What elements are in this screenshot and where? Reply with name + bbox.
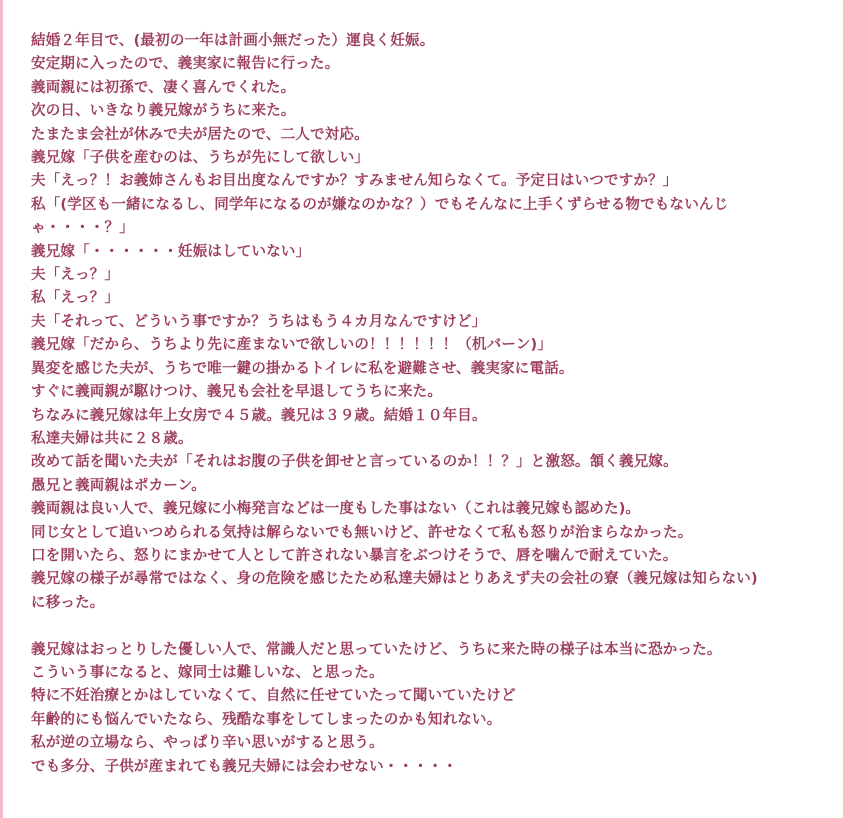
text-line: ちなみに義兄嫁は年上女房で４５歳。義兄は３９歳。結婚１０年目。: [31, 407, 487, 424]
text-line: 義兄嫁「・・・・・・妊娠はしていない」: [31, 243, 311, 260]
text-line: 次の日、いきなり義兄嫁がうちに来た。: [31, 103, 296, 120]
paragraph-1: [31, 30, 831, 615]
text-line: 結婚２年目で、(最初の一年は計画小無だった）運良く妊娠。: [31, 33, 435, 49]
text-line: すぐに義両親が駆けつけ、義兄も会社を早退してうちに来た。: [31, 384, 443, 401]
text-line: 私が逆の立場なら、やっぱり辛い思いがすると思う。: [31, 735, 384, 752]
left-border-accent: [0, 0, 3, 818]
text-line: 改めて話を聞いた夫が「それはお腹の子供を卸せと言っているのか！！？」と激怒。頷く義兄嫁。: [31, 454, 678, 471]
text-line: に移った。: [31, 594, 105, 611]
text-line: 義両親は良い人で、義兄嫁に小梅発言などは一度もした事はない（これは義兄嫁も認めた)。: [31, 501, 641, 518]
text-line: 義両親には初孫で、凄く喜んでくれた。: [31, 79, 296, 96]
text-line: 安定期に入ったので、義実家に報告に行った。: [31, 56, 340, 73]
text-line: 夫「えっ？」: [31, 267, 120, 284]
text-line: 私「(学区も一緒になるし、同学年になるのが嫌なのかな？）でもそんなに上手くずらせる物でもないんじ: [31, 196, 729, 213]
text-line: ゃ・・・・？」: [31, 220, 134, 237]
text-line: 夫「えっ？！お義姉さんもお目出度なんですか？すみません知らなくて。予定日はいつですか？」: [31, 173, 678, 190]
text-line: 義兄嫁はおっとりした優しい人で、常識人だと思っていたけど、うちに来た時の様子は本当に恐かった。: [31, 641, 722, 658]
paragraph-2: [31, 639, 831, 779]
text-line: 特に不妊治療とかはしていなくて、自然に任せていたって聞いていたけど: [31, 688, 516, 705]
text-line: 私達夫婦は共に２８歳。: [31, 430, 193, 447]
text-line: 義兄嫁の様子が尋常ではなく、身の危険を感じたため私達夫婦はとりあえず夫の会社の寮（義兄嫁は知らない): [31, 571, 758, 588]
post-body: [31, 30, 831, 779]
text-line: 異変を感じた夫が、うちで唯一鍵の掛かるトイレに私を避難させ、義実家に電話。: [31, 360, 574, 377]
text-line: 私「えっ？」: [31, 290, 120, 307]
text-line: 年齢的にも悩んでいたなら、残酷な事をしてしまったのかも知れない。: [31, 711, 502, 728]
text-line: たまたま会社が休みで夫が居たので、二人で対応。: [31, 126, 369, 143]
text-line: 義兄嫁「だから、うちより先に産まないで欲しいの！！！！！！（机バーン)」: [31, 337, 553, 354]
text-line: 義兄嫁「子供を産むのは、うちが先にして欲しい」: [31, 150, 370, 167]
text-line: 口を開いたら、怒りにまかせて人として許されない暴言をぶつけそうで、唇を噛んで耐えていた。: [31, 547, 678, 564]
text-line: 愚兄と義両親はポカーン。: [31, 477, 206, 494]
paragraph-gap: [31, 615, 831, 638]
text-line: 夫「それって、どういう事ですか？うちはもう４カ月なんですけど」: [31, 313, 487, 330]
text-line: こういう事になると、嫁同士は難しいな、と思った。: [31, 664, 384, 681]
text-line: 同じ女として追いつめられる気持は解らないでも無いけど、許せなくて私も怒りが治まらなかった。: [31, 524, 693, 541]
text-line: でも多分、子供が産まれても義兄夫婦には会わせない・・・・・: [31, 758, 458, 775]
